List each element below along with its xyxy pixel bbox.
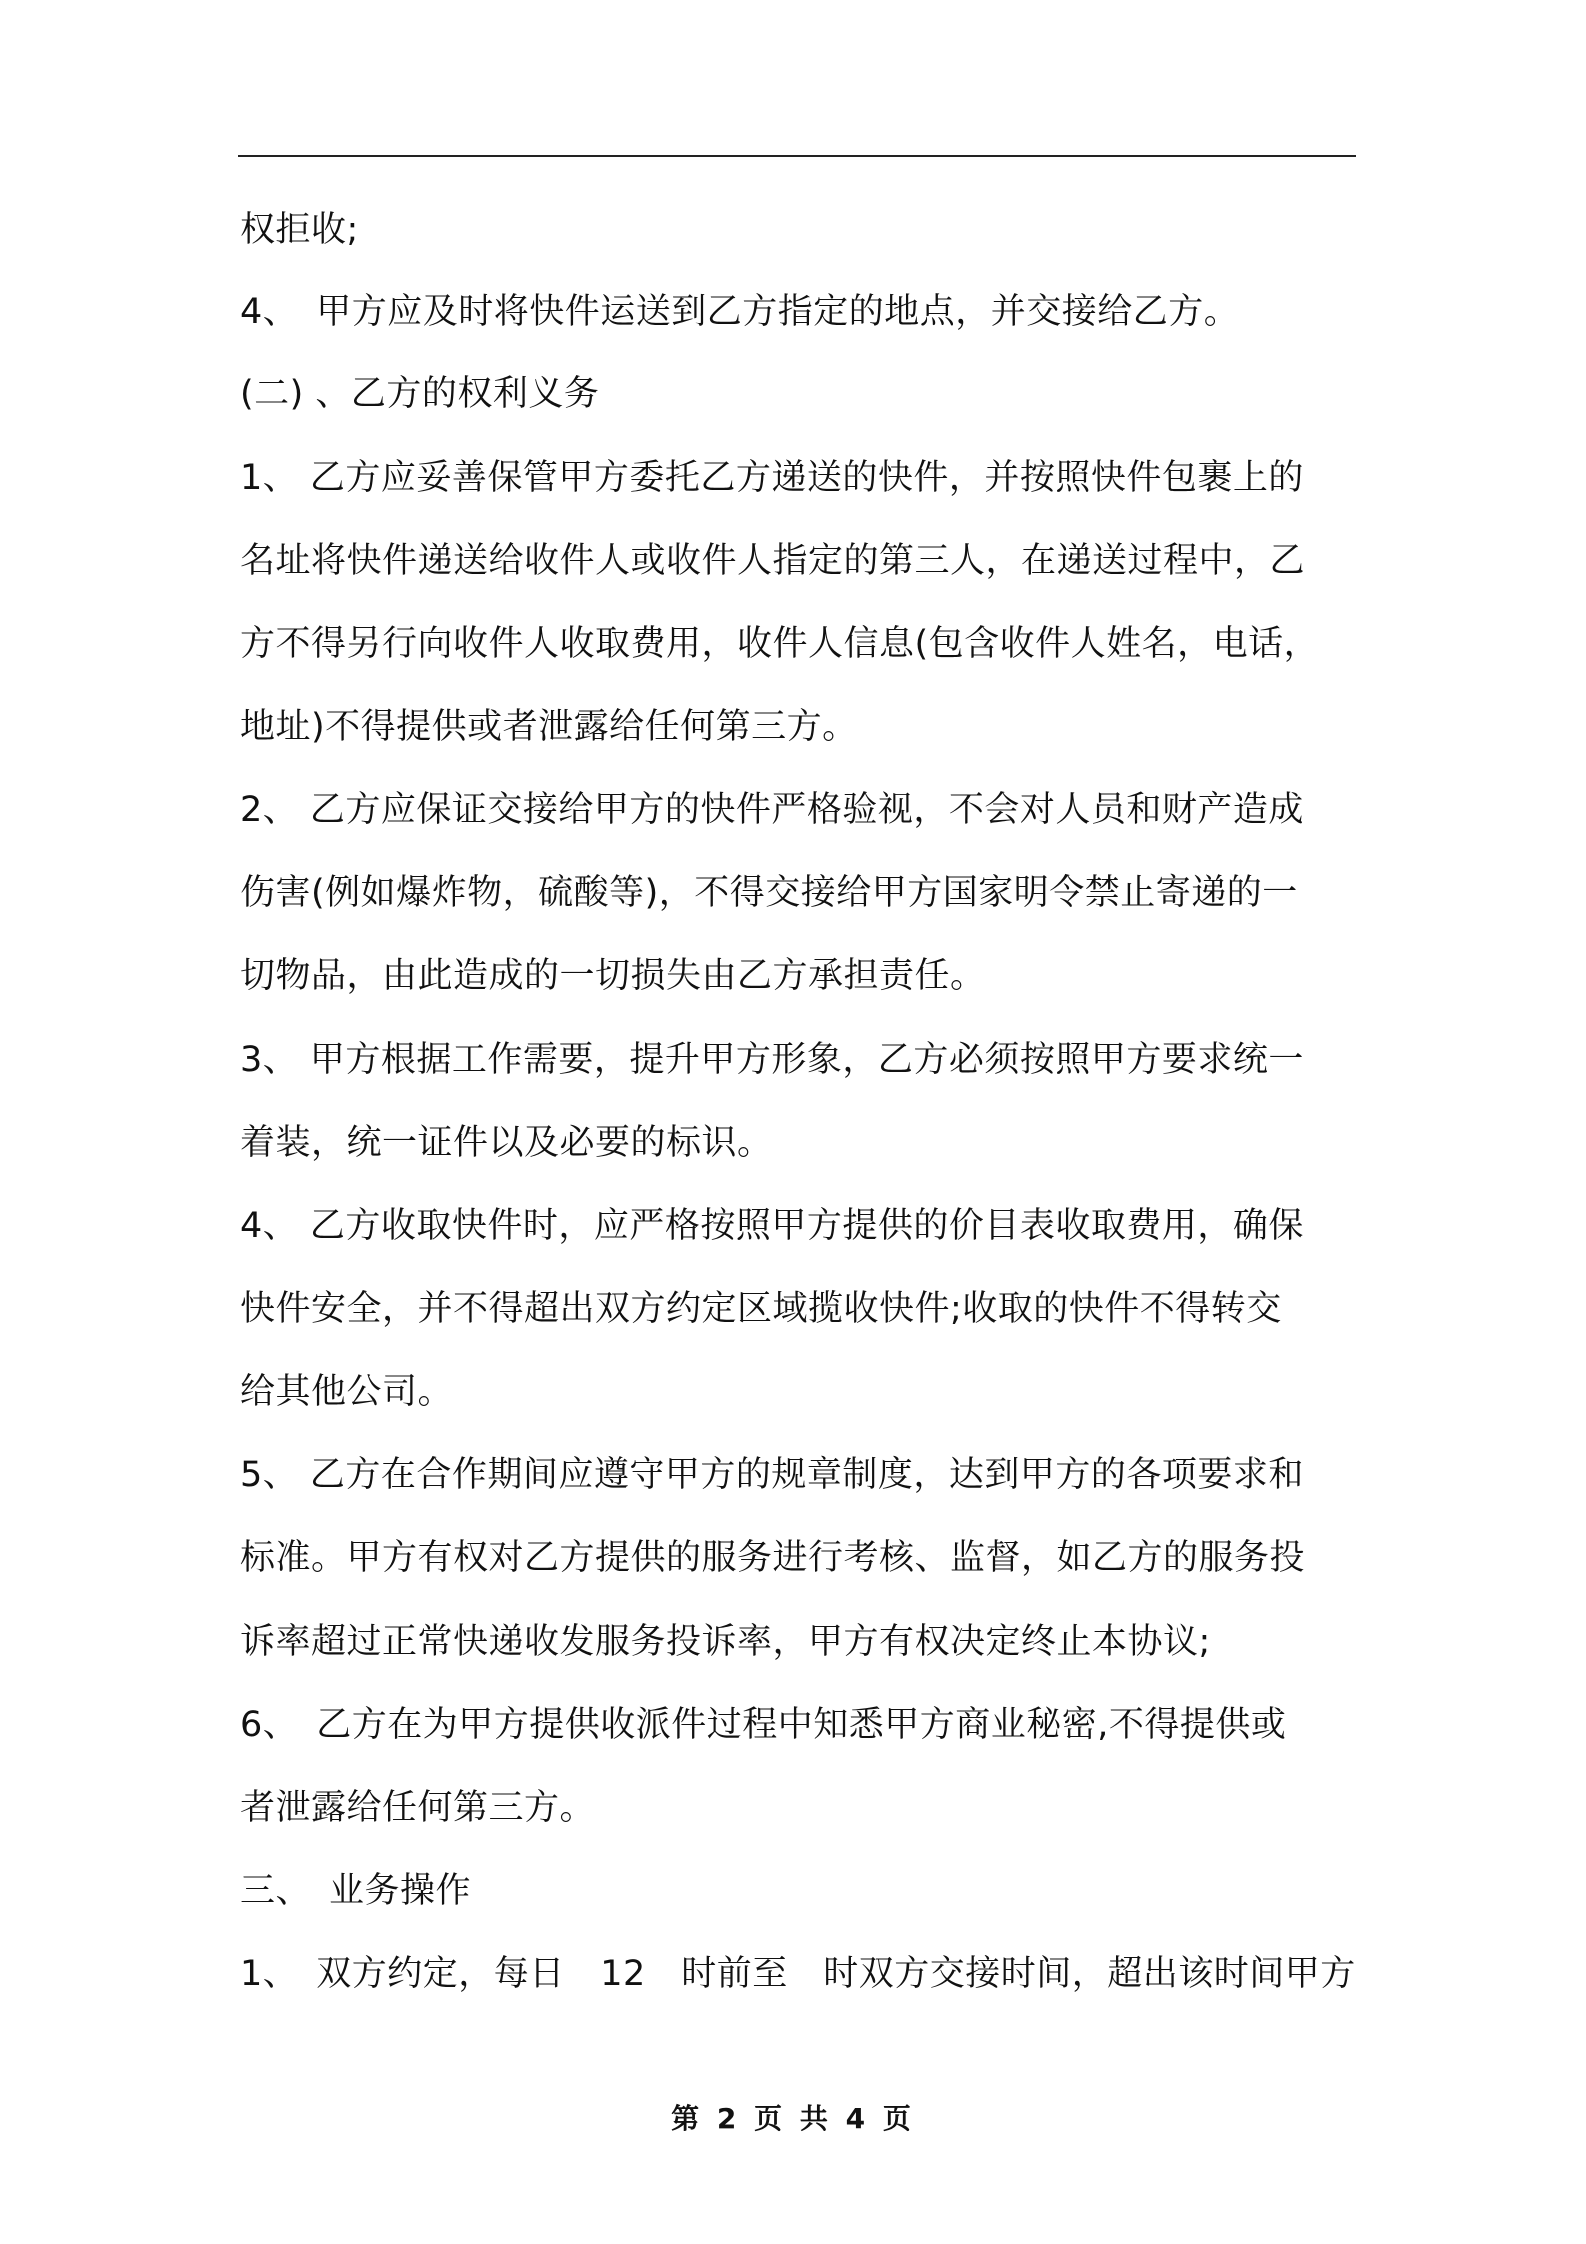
text-line: 给其他公司。: [240, 1372, 454, 1412]
text-line: 3、 甲方根据工作需要，提升甲方形象，乙方必须按照甲方要求统一: [240, 1040, 1304, 1080]
text-line: 名址将快件递送给收件人或收件人指定的第三人，在递送过程中，乙: [240, 541, 1306, 581]
text-line: 方不得另行向收件人收取费用，收件人信息(包含收件人姓名，电话，: [240, 624, 1320, 664]
text-line: 伤害(例如爆炸物，硫酸等)，不得交接给甲方国家明令禁止寄递的一: [240, 873, 1298, 913]
text-line: 5、 乙方在合作期间应遵守甲方的规章制度，达到甲方的各项要求和: [240, 1455, 1304, 1495]
text-line: 诉率超过正常快递收发服务投诉率，甲方有权决定终止本协议;: [240, 1622, 1211, 1662]
section-heading: 三、 业务操作: [240, 1871, 472, 1911]
text-line: 1、 乙方应妥善保管甲方委托乙方递送的快件，并按照快件包裹上的: [240, 458, 1304, 498]
text-line: 权拒收;: [240, 210, 359, 250]
text-line: 者泄露给任何第三方。: [240, 1788, 596, 1828]
text-line: 快件安全，并不得超出双方约定区域揽收快件;收取的快件不得转交: [240, 1289, 1282, 1329]
header-divider: [238, 155, 1356, 157]
page-number-footer: 第 2 页 共 4 页: [671, 2102, 915, 2135]
section-heading: (二) 、乙方的权利义务: [240, 374, 600, 414]
text-line: 着装，统一证件以及必要的标识。: [240, 1123, 773, 1163]
text-line: 4、 乙方收取快件时，应严格按照甲方提供的价目表收取费用，确保: [240, 1206, 1304, 1246]
text-line: 4、 甲方应及时将快件运送到乙方指定的地点，并交接给乙方。: [240, 292, 1240, 332]
text-line: 标准。甲方有权对乙方提供的服务进行考核、监督，如乙方的服务投: [240, 1538, 1306, 1578]
text-line: 地址)不得提供或者泄露给任何第三方。: [240, 707, 858, 747]
text-line: 6、 乙方在为甲方提供收派件过程中知悉甲方商业秘密,不得提供或: [240, 1705, 1287, 1745]
text-line: 切物品，由此造成的一切损失由乙方承担责任。: [240, 956, 986, 996]
text-line: 1、 双方约定，每日 12 时前至 时双方交接时间，超出该时间甲方: [240, 1954, 1356, 1994]
text-line: 2、 乙方应保证交接给甲方的快件严格验视，不会对人员和财产造成: [240, 790, 1304, 830]
